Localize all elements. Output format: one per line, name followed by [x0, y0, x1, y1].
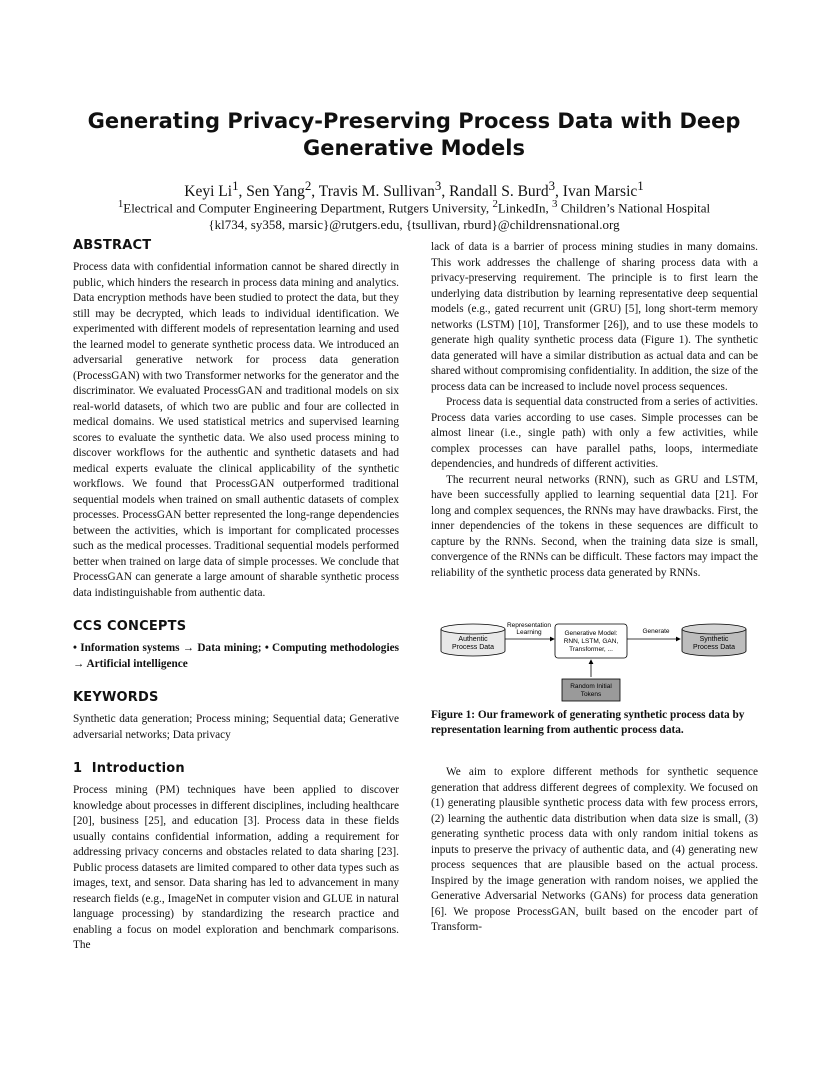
abstract-heading: ABSTRACT: [73, 238, 152, 253]
author-name: Travis M. Sullivan: [318, 183, 435, 201]
authentic-data-cylinder: [441, 624, 505, 656]
author-emails: {kl734, sy358, marsic}@rutgers.edu, {tsullivan, rburd}@childrensnational.org: [208, 217, 620, 233]
paragraph: Process data is sequential data constructed from a series of activities. Process data varies according to use cases. Simple processes can be almost linear (i.e., single path) with only a few activities, while complex processes can have parallel paths, loops, intermediate dependencies, and hundreds of different activities.: [431, 396, 758, 470]
keywords-text: Synthetic data generation; Process mining; Sequential data; Generative adversarial networks; Data privacy: [73, 713, 399, 741]
ccs-heading: CCS CONCEPTS: [73, 619, 187, 634]
affil-sup: 2: [492, 198, 498, 210]
random-tokens-box: [562, 679, 620, 701]
paragraph: We aim to explore different methods for synthetic sequence generation that address different degrees of complexity. We focused on (1) generating plausible synthetic process data with few process errors, (2) learning the authentic data distribution when data size is small, (3) generating synthetic process data with only random initial tokens as inputs to preserve the privacy of authentic data, and (4) generating new process sequences that are plausible based on the actual process. Inspired by the image generation with random noises, we applied the Generative Adversarial Networks (GANs) for process data generation [6]. We propose ProcessGAN, built based on the encoder part of Transform-: [431, 766, 758, 933]
generative-model-label: Generative Model:: [564, 630, 618, 637]
affil-sup: 1: [117, 198, 124, 210]
representation-label: Learning: [516, 629, 542, 636]
abstract-text: Process data with confidential information cannot be shared directly in public, which hinders the research in process data mining and analytics. Data encryption methods have been studied to protect the data, but they still may be decrypted, which leads to individual identification. We experimented with different models of representation learning and used the learned model to generate synthetic process data. We introduced an adversarial generative network for process data generation (ProcessGAN) with two Transformer networks for the generator and the discriminator. We evaluated ProcessGAN and traditional models on six real-world datasets, of which two are public and four are collected in medical domains. We used statistical metrics and supervised learning scores to evaluate the synthetic data. We also used process mining to discover workflows for the authentic and synthetic datasets and had medical experts evaluate the clinical applicability of the synthetic workflows. We found that ProcessGAN outperformed traditional sequential models when trained on small authentic datasets of complex processes. ProcessGAN better represented the long-range dependencies between the activities, which is important for complicated processes such as the medical processes. Traditional sequential models performed better when trained on large data of simple processes. We conclude that ProcessGAN can generate a large amount of sharable synthetic process data indistinguishable from authentic data.: [73, 261, 399, 599]
right-column-top: [431, 240, 758, 581]
affiliations: [60, 196, 768, 233]
author-name: Ivan Marsic: [562, 183, 638, 201]
generative-model-box: [555, 624, 627, 658]
random-tokens-label: Tokens: [580, 691, 602, 698]
framework-diagram: [437, 619, 757, 705]
section-title: Introduction: [91, 761, 185, 776]
authentic-label: Authentic: [458, 636, 488, 643]
affil-linkedin: LinkedIn,: [497, 200, 553, 216]
synthetic-label: Synthetic: [699, 636, 729, 643]
author-affil-sup: 1: [232, 178, 239, 193]
author-list: Keyi Li$^1$, Sen Yang$^2$, Travis M. Sullivan$^3$, Randall S. Burd$^3$, Ivan Marsic$^1$: [184, 178, 644, 201]
author-name: Keyi Li: [184, 183, 233, 201]
generate-label: Generate: [642, 628, 670, 635]
synthetic-data-cylinder: [682, 624, 746, 656]
generative-model-label: RNN, LSTM, GAN,: [563, 638, 619, 645]
ccs-text: • Information systems → Data mining; • Computing methodologies → Artificial intelligence: [73, 642, 399, 670]
author-affil-sup: 2: [304, 178, 312, 193]
left-column: [73, 238, 399, 954]
paragraph: The recurrent neural networks (RNN), such as GRU and LSTM, have been successfully applied to learning sequential data [21]. For long and complex sequences, the RNNs may have drawbacks. First, the inner dependencies of the tokens in these sequences are difficult to capture by the RNNs. Second, when the training data size is small, convergence of the RNNs can be difficult. These factors may impact the reliability of the synthetic process data generated by RNNs.: [431, 473, 758, 579]
keywords-heading: KEYWORDS: [73, 690, 159, 705]
right-column-bottom: [431, 765, 758, 936]
section-number: 1: [73, 761, 83, 776]
affil-rutgers: Electrical and Computer Engineering Department, Rutgers University,: [123, 200, 493, 216]
affil-childrens: Children’s National Hospital: [557, 200, 711, 216]
generative-model-label: Transformer, ...: [569, 646, 613, 653]
author-affil-sup: 3: [548, 178, 556, 193]
author-affil-sup: 1: [637, 178, 644, 193]
affil-sup: 3: [552, 198, 558, 210]
author-affil-sup: 3: [434, 178, 442, 193]
intro-paragraph: Process mining (PM) techniques have been applied to discover knowledge about processes in different disciplines, including healthcare [20], business [25], and education [3]. Process data in these fields usually contains confidential information, adding a requirement for addressing privacy concerns and obstacles related to data sharing [23]. Public process datasets are limited compared to other data types such as images, text, and sensor. Data sharing has led to advancement in many research fields (e.g., ImageNet in computer vision and GLUE in natural language processing) by standardizing the research practice and enabling a focus on model exploration and benchmark comparisons. The: [73, 784, 399, 951]
intro-heading: [73, 761, 399, 777]
paper-title: Generating Privacy-Preserving Process Data with Deep Generative Models: [87, 109, 741, 160]
random-tokens-label: Random Initial: [570, 683, 612, 690]
figure-caption: Figure 1: Our framework of generating synthetic process data by representation learning from authentic process data.: [431, 709, 745, 736]
author-name: Sen Yang: [246, 183, 305, 201]
representation-label: Representation: [506, 622, 552, 629]
authentic-label: Process Data: [451, 644, 495, 651]
affiliation-line: [60, 196, 768, 216]
paragraph: lack of data is a barrier of process mining studies in many domains. This work addresses the challenge of sharing process data with a privacy-preserving requirement. The principle is to first learn the underlying data distribution by learning representative deep sequential models (e.g., gated recurrent unit (GRU) [5], long short-term memory networks (LSTM) [10], Transformer [26]), and to use these models to generate high quality synthetic process data (Figure 1). The synthetic data generated will have a similar distribution as actual data and can be shared without compromising confidentiality. In addition, the size of the process data can be increased to include novel process sequences.: [431, 241, 758, 393]
author-name: Randall S. Burd: [449, 183, 549, 201]
synthetic-label: Process Data: [692, 644, 736, 651]
